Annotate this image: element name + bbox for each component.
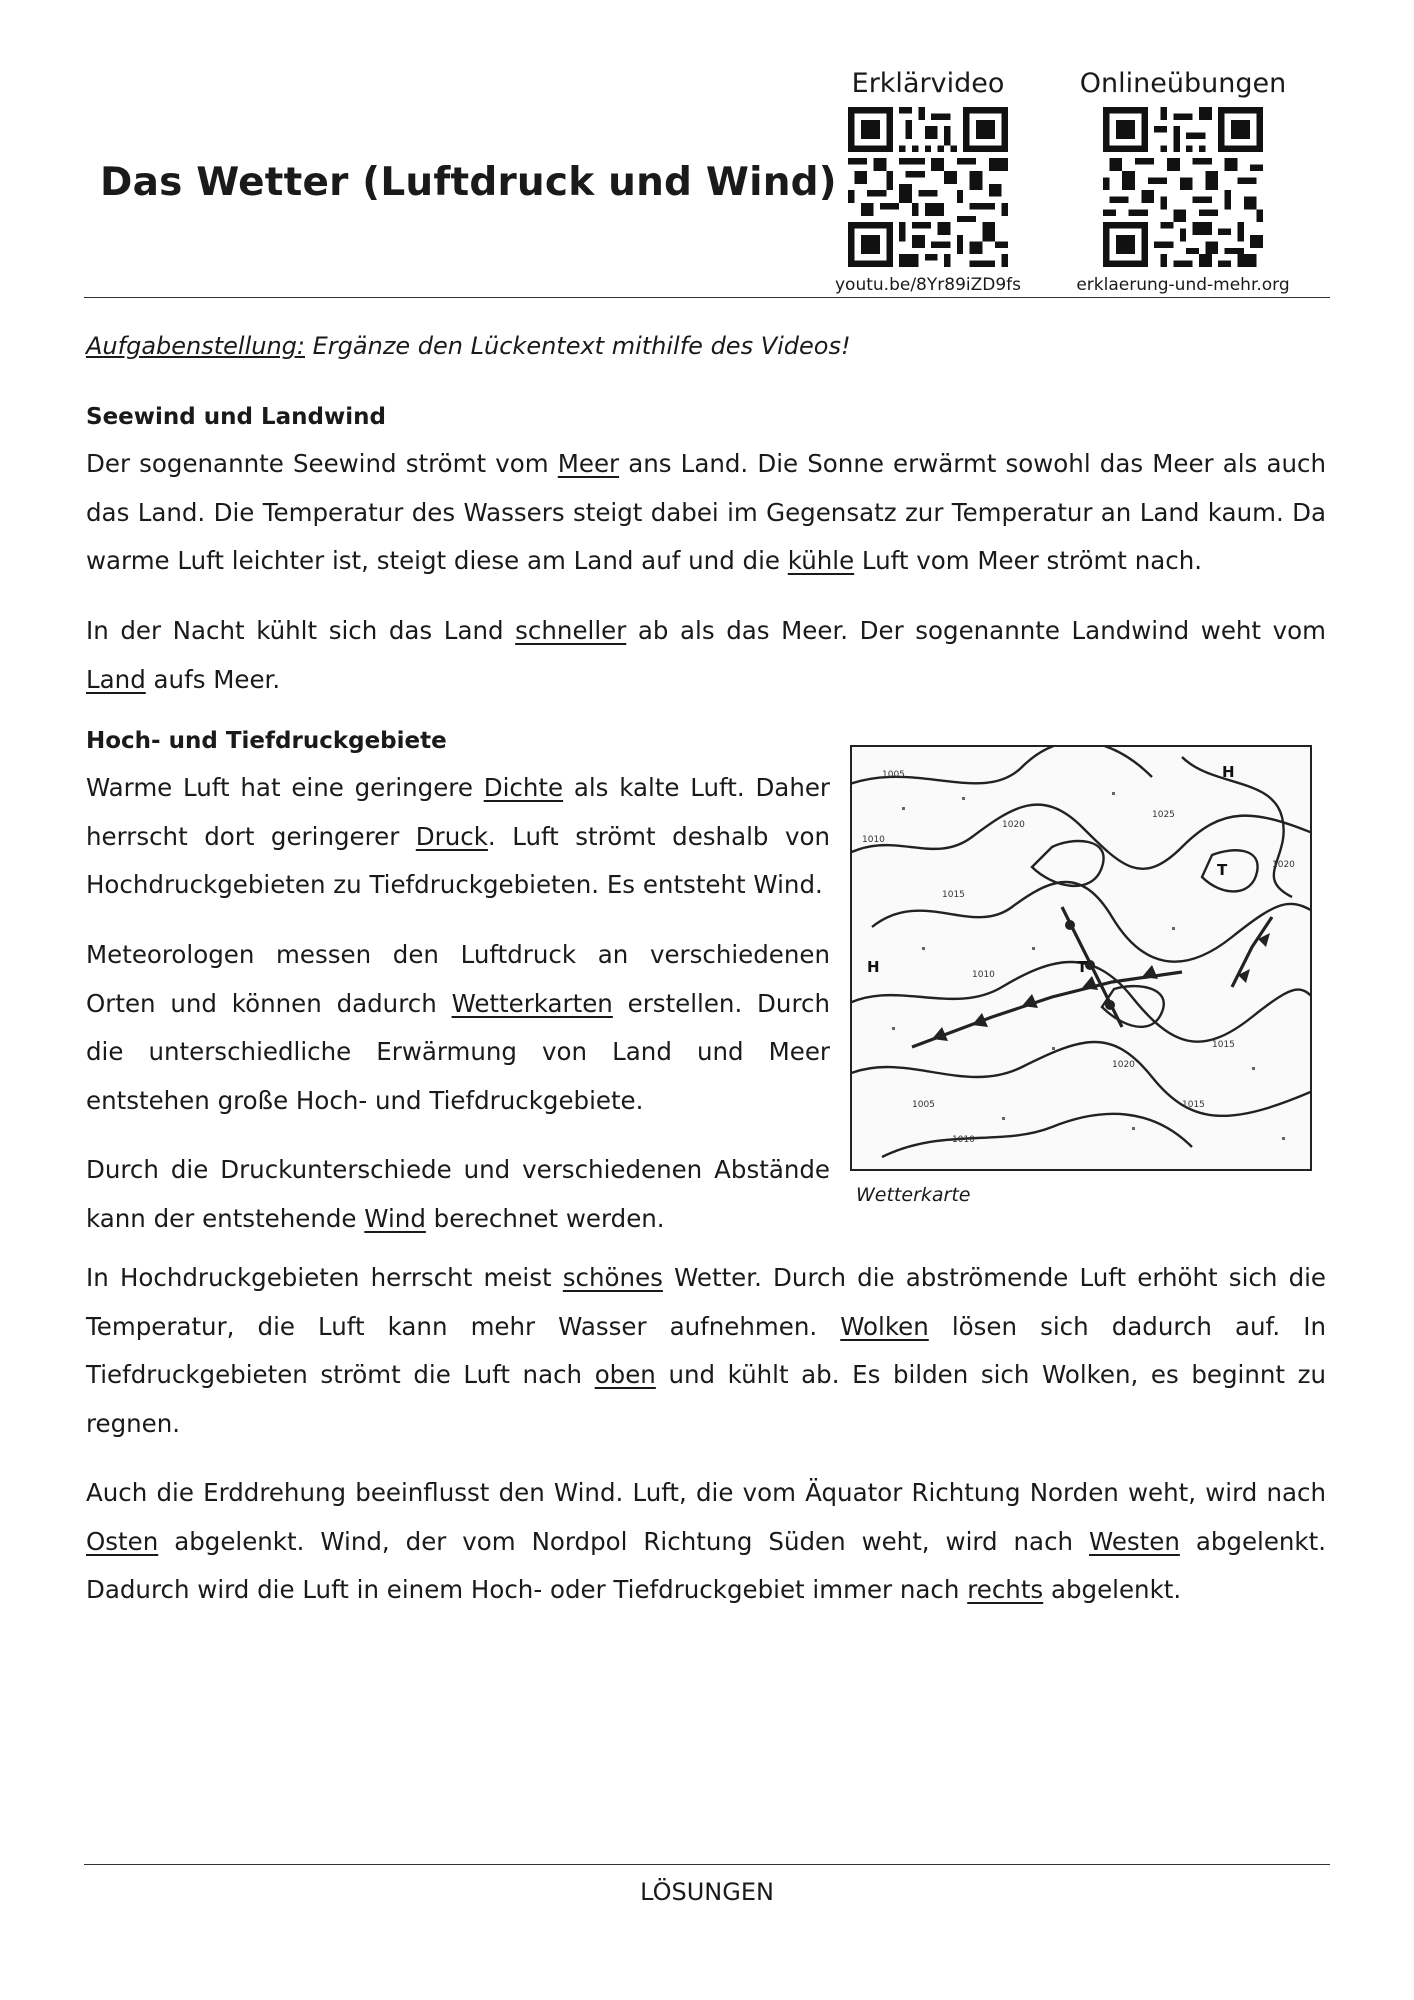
isobar-label: 1015 [942,890,965,900]
isobar-label: 1010 [972,970,995,980]
paragraph-landwind: In der Nacht kühlt sich das Land schneller ab als das Meer. Der sogenannte Landwind weht vom Land aufs Meer. [86,616,1326,694]
section-heading-seewind: Seewind und Landwind [86,404,386,430]
isobar-label: 1010 [862,835,885,845]
task-lead: Aufgabenstellung: [86,332,305,360]
footer-label: LÖSUNGEN [640,1878,774,1906]
isobar-label: 1005 [882,770,905,780]
footer-divider [84,1864,1330,1865]
qr-video-url[interactable]: youtu.be/8Yr89iZD9fs [835,275,1021,295]
answer-blank: schönes [562,1263,663,1292]
isobar-label: 1025 [1152,810,1175,820]
answer-blank: Wolken [840,1311,929,1341]
section-heading-druckgebiete: Hoch- und Tiefdruckgebiete [86,728,447,754]
isobar-label: 1020 [1272,860,1295,870]
isobar-label: 1005 [912,1100,935,1110]
isobar-label: 1015 [1182,1100,1205,1110]
qr-code-icon[interactable] [1103,107,1263,267]
answer-blank: Westen [1089,1526,1180,1556]
high-pressure-marker: H [867,958,880,976]
low-pressure-marker: T [1217,861,1228,879]
qr-block-online [1068,68,1298,295]
isobar-label: 1010 [952,1135,975,1145]
low-pressure-marker: T [1077,958,1088,976]
qr-online-label: Onlineübungen [1079,68,1287,99]
qr-block-video [828,68,1028,295]
paragraph-druckunterschiede: Durch die Druckunterschiede und verschiedenen Abstände kann der entstehende Wind berechnet werden. [86,1155,830,1233]
isobar-label: 1020 [1112,1060,1135,1070]
answer-blank: oben [594,1360,656,1389]
paragraph-hochdruck: In Hochdruckgebieten herrscht meist schönes Wetter. Durch die abströmende Luft erhöht sich die Temperatur, die Luft kann mehr Wasser aufnehmen. Wolken lösen sich dadurch auf. In Tiefdruckgebieten strömt die Luft nach oben und kühlt ab. Es bilden sich Wolken, es beginnt zu regnen. [86,1263,1326,1438]
answer-blank: Dichte [483,773,564,802]
answer-blank: schneller [515,616,627,645]
qr-video-label: Erklärvideo [851,68,1005,99]
answer-blank: Meer [557,449,620,478]
paragraph-meteorologen: Meteorologen messen den Luftdruck an verschiedenen Orten und können dadurch Wetterkarten erstellen. Durch die unterschiedliche Erwärmung von Land und Meer entstehen große Hoch- und Tiefdruckgebiete. [86,940,830,1115]
qr-code-icon[interactable] [848,107,1008,267]
page-title: Das Wetter (Luftdruck und Wind) [100,160,837,205]
task-instruction [86,332,851,360]
header-divider [84,297,1330,298]
qr-online-url[interactable]: erklaerung-und-mehr.org [1076,275,1290,295]
answer-blank: rechts [967,1575,1044,1604]
map-caption: Wetterkarte [856,1184,971,1206]
task-text: Ergänze den Lückentext mithilfe des Videos! [305,332,851,360]
answer-blank: Wetterkarten [451,988,613,1018]
paragraph-erddrehung: Auch die Erddrehung beeinflusst den Wind. Luft, die vom Äquator Richtung Norden weht, wird nach Osten abgelenkt. Wind, der vom Nordpol Richtung Süden weht, wird nach Westen abgelenkt. Dadurch wird die Luft in einem Hoch- oder Tiefdruckgebiet immer nach rechts abgelenkt. [86,1478,1327,1604]
answer-blank: Osten [86,1526,159,1556]
isobar-label: 1020 [1002,820,1025,830]
answer-blank: Wind [364,1203,426,1233]
answer-blank: kühle [787,546,855,575]
paragraph-seewind: Der sogenannte Seewind strömt vom Meer ans Land. Die Sonne erwärmt sowohl das Meer als auch das Land. Die Temperatur des Wassers steigt dabei im Gegensatz zur Temperatur an Land kaum. Da warme Luft leichter ist, steigt diese am Land auf und die kühle Luft vom Meer strömt nach. [86,449,1327,575]
paragraph-dichte: Warme Luft hat eine geringere Dichte als kalte Luft. Daher herrscht dort geringerer Druck. Luft strömt deshalb von Hochdruckgebieten zu Tiefdruckgebieten. Es entsteht Wind. [86,773,830,899]
answer-blank: Druck [415,821,488,851]
weather-map-image [850,745,1312,1171]
high-pressure-marker: H [1222,763,1235,781]
answer-blank: Land [86,664,146,694]
isobar-label: 1015 [1212,1040,1235,1050]
